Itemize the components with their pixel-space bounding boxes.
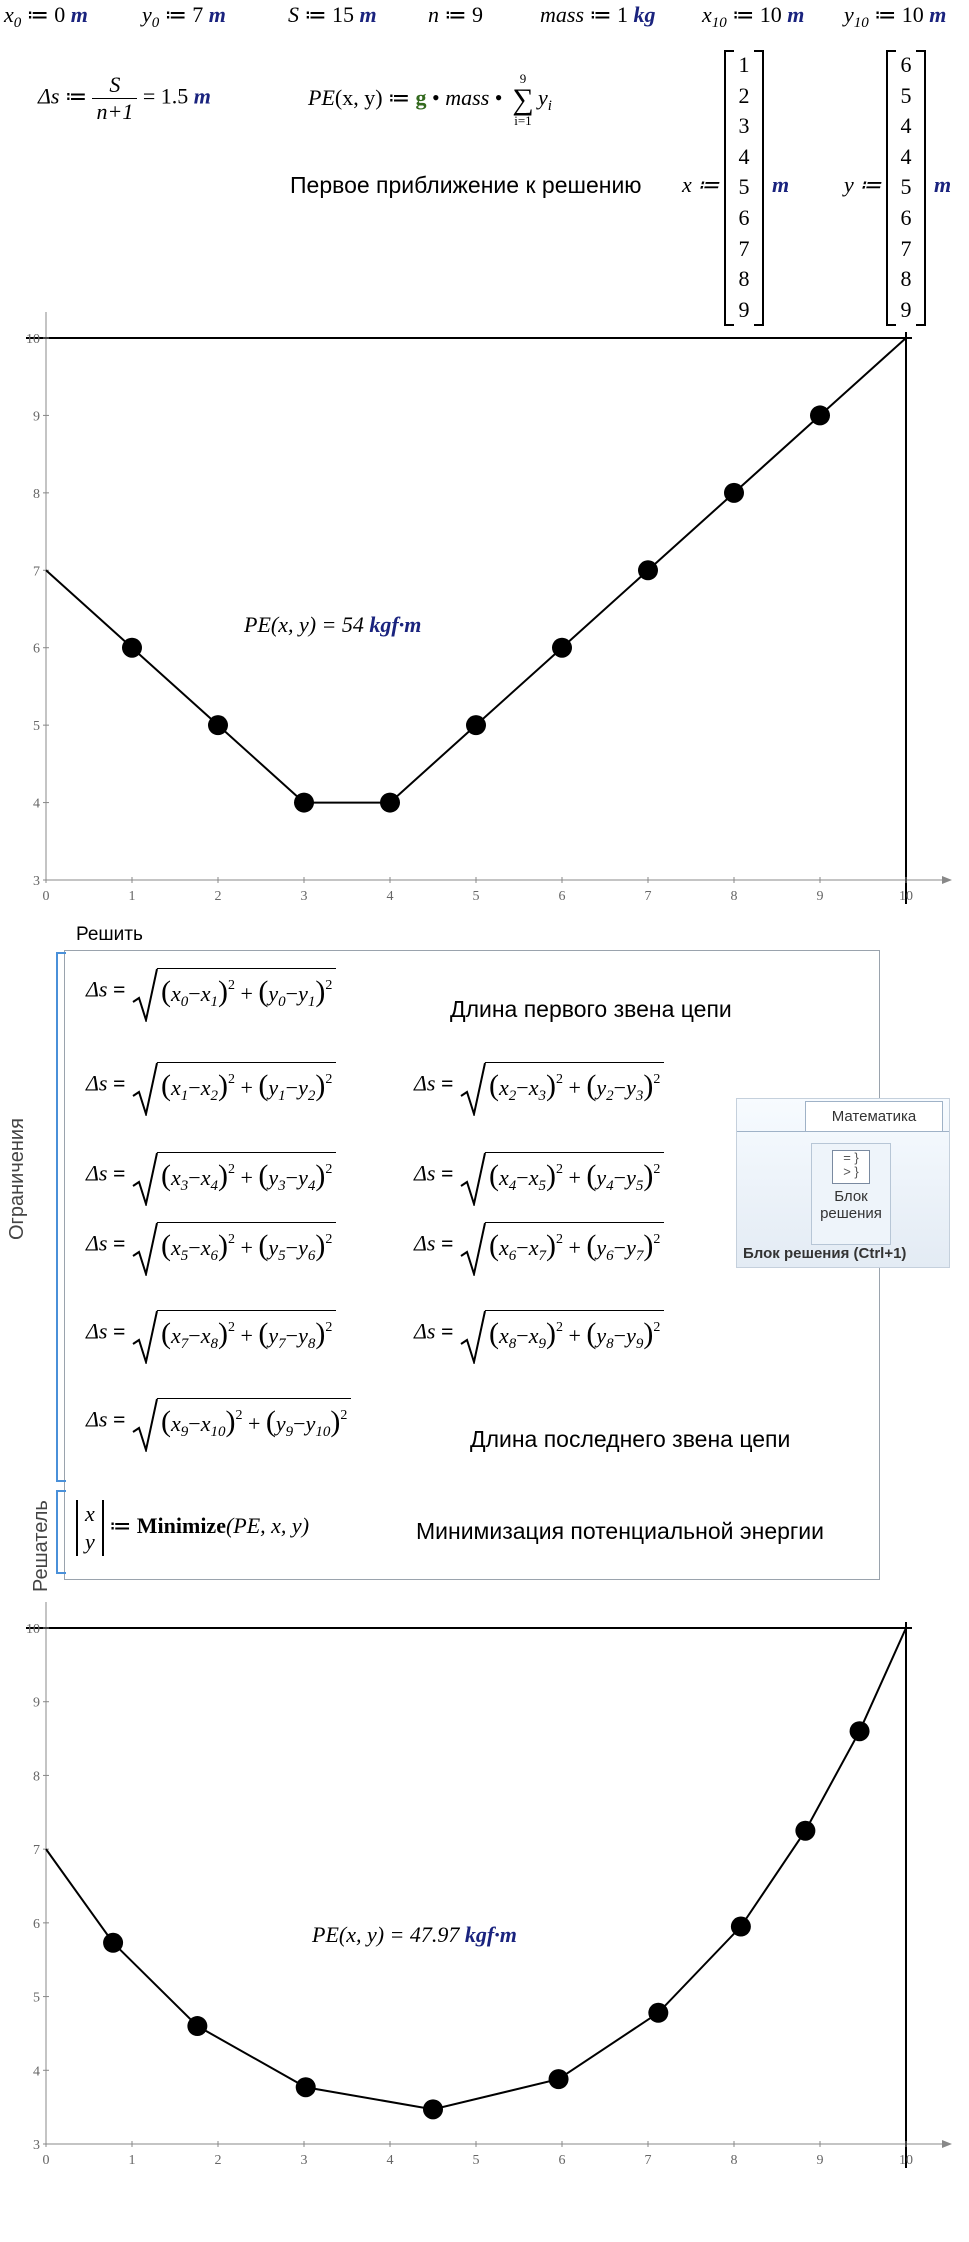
chain-point bbox=[103, 1933, 123, 1953]
constraint-equation[interactable]: Δs = $(x_7-x_8)^2 + (y_7-y_8)^2$ bbox=[86, 1310, 336, 1357]
x-tick-label: 3 bbox=[300, 889, 308, 904]
param-x0[interactable]: $x_0$ ≔ 0 m bbox=[4, 2, 88, 31]
chain-point bbox=[638, 560, 658, 580]
constraint-equation[interactable]: Δs = $(x_2-x_3)^2 + (y_2-y_3)^2$ bbox=[414, 1062, 664, 1109]
constraint-equation[interactable]: Δs = $(x_0-x_1)^2 + (y_0-y_1)^2$ bbox=[86, 968, 336, 1015]
vector-cell[interactable]: 9 bbox=[738, 296, 750, 322]
y-tick-label: 7 bbox=[33, 1843, 40, 1859]
x-tick-label: 9 bbox=[816, 2153, 824, 2168]
chain-point bbox=[549, 2069, 569, 2089]
x-tick-label: 4 bbox=[386, 2153, 394, 2168]
x-tick-label: 10 bbox=[899, 889, 913, 904]
solver-label: Решатель bbox=[30, 1500, 52, 1592]
vector-cell[interactable]: 9 bbox=[900, 296, 912, 322]
x-tick-label: 8 bbox=[730, 2153, 738, 2168]
constraint-equation[interactable]: Δs = $(x_5-x_6)^2 + (y_5-y_6)^2$ bbox=[86, 1222, 336, 1269]
solver-bracket bbox=[56, 1490, 66, 1574]
vector-cell[interactable]: 4 bbox=[900, 113, 912, 139]
minimize-label: Минимизация потенциальной энергии bbox=[416, 1518, 824, 1544]
x-vector-unit: m bbox=[772, 172, 790, 197]
x-tick-label: 6 bbox=[558, 2153, 566, 2168]
x-tick-label: 5 bbox=[472, 889, 480, 904]
y-tick-label: 5 bbox=[33, 719, 40, 735]
vector-cell[interactable]: 6 bbox=[738, 204, 750, 230]
constraint-equation[interactable]: Δs = $(x_3-x_4)^2 + (y_3-y_4)^2$ bbox=[86, 1152, 336, 1199]
x-tick-label: 8 bbox=[730, 889, 738, 904]
solve-block-icon: = } > } bbox=[832, 1150, 870, 1184]
chain-point bbox=[850, 1721, 870, 1741]
pe-definition[interactable]: PE(x, y) ≔ g • mass • 9 ∑ i=1 $y_i$ bbox=[308, 71, 552, 128]
y-vector-label: y ≔ bbox=[844, 172, 882, 197]
chain-point bbox=[724, 483, 744, 503]
initial-guess-label: Первое приближение к решению bbox=[290, 172, 642, 198]
ribbon-tooltip: Блок решения (Ctrl+1) bbox=[743, 1245, 907, 1262]
y-tick-label: 4 bbox=[33, 796, 40, 812]
constraints-bracket bbox=[56, 952, 66, 1482]
y-vector[interactable] bbox=[886, 50, 926, 326]
vector-cell[interactable]: 7 bbox=[900, 235, 912, 261]
x-tick-label: 9 bbox=[816, 889, 824, 904]
chain-point bbox=[208, 715, 228, 735]
constraint-equation[interactable]: Δs = $(x_8-x_9)^2 + (y_8-y_9)^2$ bbox=[414, 1310, 664, 1357]
x-tick-label: 1 bbox=[128, 2153, 136, 2168]
y-tick-label: 3 bbox=[33, 874, 40, 889]
x-axis-arrow bbox=[942, 876, 952, 884]
chain-point bbox=[187, 2016, 207, 2036]
constraint-equation[interactable]: Δs = $(x_9-x_{10})^2 + (y_9-y_{10})^2$ bbox=[86, 1398, 351, 1445]
x-tick-label: 2 bbox=[214, 889, 222, 904]
param-y0[interactable]: $y_0$ ≔ 7 m bbox=[142, 2, 226, 31]
param-mass[interactable]: mass ≔ 1 kg bbox=[540, 2, 656, 27]
y-tick-label: 6 bbox=[33, 641, 40, 657]
last-link-label: Длина последнего звена цепи bbox=[470, 1426, 791, 1452]
x-tick-label: 0 bbox=[42, 889, 50, 904]
param-S[interactable]: S ≔ 15 m bbox=[288, 2, 377, 27]
vector-cell[interactable]: 5 bbox=[900, 82, 912, 108]
chain-point bbox=[380, 793, 400, 813]
y-tick-label: 9 bbox=[33, 1695, 40, 1711]
y-tick-label: 8 bbox=[33, 486, 40, 502]
vector-cell[interactable]: 7 bbox=[738, 235, 750, 261]
x-tick-label: 3 bbox=[300, 2153, 308, 2168]
y-tick-label: 7 bbox=[33, 564, 40, 580]
chart1-annotation: PE(x, y) = 54 kgf·m bbox=[244, 612, 422, 637]
vector-cell[interactable]: 8 bbox=[900, 266, 912, 292]
y-tick-label: 10 bbox=[26, 1622, 40, 1637]
solve-block-button[interactable]: = } > } Блок решения bbox=[811, 1143, 891, 1245]
x-tick-label: 5 bbox=[472, 2153, 480, 2168]
constraint-equation[interactable]: Δs = $(x_4-x_5)^2 + (y_4-y_5)^2$ bbox=[414, 1152, 664, 1199]
x-axis-arrow bbox=[942, 2140, 952, 2148]
chart2-annotation: PE(x, y) = 47.97 kgf·m bbox=[312, 1922, 517, 1947]
x-tick-label: 1 bbox=[128, 889, 136, 904]
x-tick-label: 6 bbox=[558, 889, 566, 904]
vector-cell[interactable]: 2 bbox=[738, 82, 750, 108]
tab-math[interactable]: Математика bbox=[805, 1101, 943, 1132]
ds-definition[interactable]: Δs ≔ $\frac{S}{n+1}$ = 1.5 m bbox=[38, 72, 211, 124]
param-y10[interactable]: $y_{10}$ ≔ 10 m bbox=[844, 2, 947, 31]
vector-cell[interactable]: 4 bbox=[738, 143, 750, 169]
minimize-expression[interactable]: x y ≔ Minimize(PE, x, y) bbox=[76, 1500, 309, 1556]
y-tick-label: 9 bbox=[33, 409, 40, 425]
param-x10[interactable]: $x_{10}$ ≔ 10 m bbox=[702, 2, 805, 31]
vector-cell[interactable]: 5 bbox=[738, 174, 750, 200]
x-tick-label: 7 bbox=[644, 2153, 652, 2168]
chain-point bbox=[648, 2003, 668, 2023]
y-vector-unit: m bbox=[934, 172, 952, 197]
vector-cell[interactable]: 6 bbox=[900, 52, 912, 77]
x-tick-label: 2 bbox=[214, 2153, 222, 2168]
chain-point bbox=[122, 638, 142, 658]
vector-cell[interactable]: 3 bbox=[738, 113, 750, 139]
constraint-equation[interactable]: Δs = $(x_6-x_7)^2 + (y_6-y_7)^2$ bbox=[414, 1222, 664, 1269]
y-tick-label: 10 bbox=[26, 332, 40, 347]
vector-cell[interactable]: 5 bbox=[900, 174, 912, 200]
y-tick-label: 3 bbox=[33, 2138, 40, 2153]
x-tick-label: 10 bbox=[899, 2153, 913, 2168]
chain-point bbox=[423, 2099, 443, 2119]
y-tick-label: 5 bbox=[33, 1990, 40, 2006]
chain-point bbox=[466, 715, 486, 735]
chain-line bbox=[46, 1628, 906, 2109]
chain-point bbox=[795, 1821, 815, 1841]
vector-cell[interactable]: 6 bbox=[900, 204, 912, 230]
constraints-label: Ограничения bbox=[6, 1118, 28, 1240]
chain-point bbox=[296, 2077, 316, 2097]
x-vector-label: x ≔ bbox=[682, 172, 720, 197]
chain-point bbox=[810, 405, 830, 425]
vector-cell[interactable]: 4 bbox=[900, 143, 912, 169]
x-tick-label: 7 bbox=[644, 889, 652, 904]
chart-initial-guess[interactable] bbox=[0, 312, 969, 932]
y-tick-label: 6 bbox=[33, 1916, 40, 1932]
y-tick-label: 8 bbox=[33, 1769, 40, 1785]
vector-cell[interactable]: 1 bbox=[738, 52, 750, 77]
x-tick-label: 0 bbox=[42, 2153, 50, 2168]
vector-cell[interactable]: 8 bbox=[738, 266, 750, 292]
ribbon-panel bbox=[736, 1098, 950, 1268]
chain-point bbox=[731, 1917, 751, 1937]
chain-point bbox=[552, 638, 572, 658]
x-tick-label: 4 bbox=[386, 889, 394, 904]
first-link-label: Длина первого звена цепи bbox=[450, 996, 732, 1022]
constraint-equation[interactable]: Δs = $(x_1-x_2)^2 + (y_1-y_2)^2$ bbox=[86, 1062, 336, 1109]
solve-block-title: Решить bbox=[76, 924, 143, 945]
param-n[interactable]: n ≔ 9 bbox=[428, 2, 483, 27]
x-vector[interactable] bbox=[724, 50, 764, 326]
chain-point bbox=[294, 793, 314, 813]
y-tick-label: 4 bbox=[33, 2064, 40, 2080]
